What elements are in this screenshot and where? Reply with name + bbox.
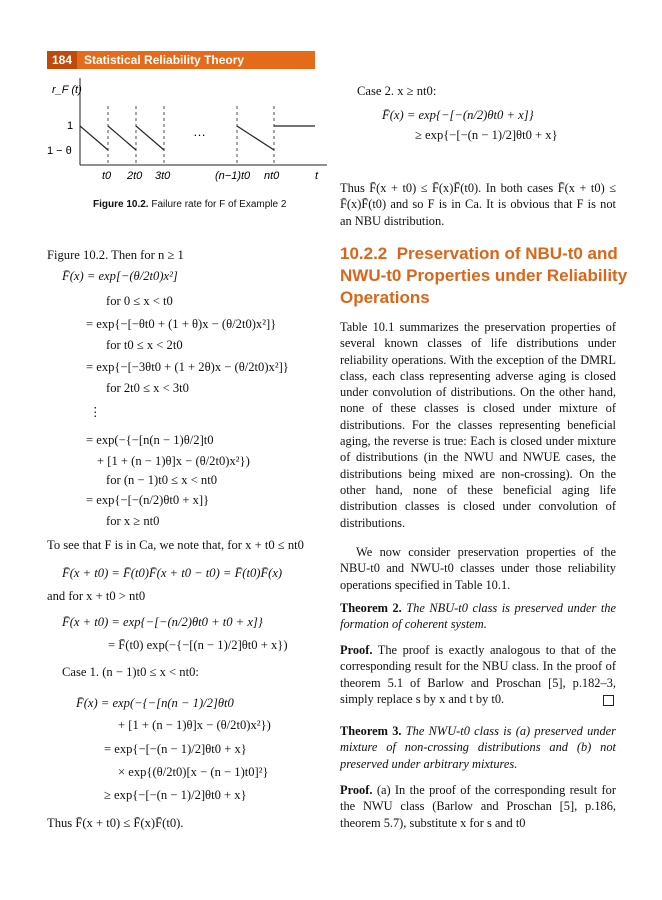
dashed-guides [108, 106, 274, 165]
eq-9: F̄(x) = exp(−{−[n(n − 1)/2]θt0 [76, 696, 234, 710]
cond-3: for 2t0 ≤ x < 3t0 [106, 381, 189, 395]
thus-line: Thus F̄(x + t0) ≤ F̄(x)F̄(t0). [47, 816, 184, 830]
vertical-ellipsis: ⋮ [89, 405, 102, 419]
case-2: Case 2. x ≥ nt0: [357, 84, 437, 98]
failure-rate-plot [47, 78, 337, 208]
theorem-3-text: The NWU-t0 class is (a) preserved under mixture of non-crossing distributions and (b) not preserved under arbitrary mixtures. [340, 724, 616, 771]
and-line: and for x + t0 > nt0 [47, 589, 146, 603]
x-tick-2t0: 2t0 [127, 170, 143, 182]
eq-2: = exp{−[−θt0 + (1 + θ)x − (θ/2t0)x²]} [86, 317, 277, 331]
cond-1: for 0 ≤ x < t0 [106, 294, 173, 308]
proof-1-text: The proof is exactly analogous to that of the corresponding result for the NBU class. In the proof of theorem 5.1 of Barlow and Proschan [5], p.182–3, simply replace s by x and t by t0. [340, 643, 617, 706]
x-tick-n-1-t0: (n−1)t0 [215, 170, 251, 182]
y-axis-label: r_F (t) [52, 84, 82, 96]
eq-11: = exp{−[−(n − 1)/2]θt0 + x} [104, 742, 247, 756]
running-title: Statistical Reliability Theory [84, 53, 245, 67]
eq-4a: = exp(−{−[n(n − 1)θ/2]t0 [86, 433, 214, 447]
theorem-2 [340, 600, 616, 633]
eq-10: + [1 + (n − 1)θ]x − (θ/2t0)x²}) [118, 718, 271, 732]
theorem-2-text: The NBU-t0 class is preserved under the formation of coherent system. [340, 601, 616, 632]
proof-2 [340, 782, 616, 831]
theorem-2-label: Theorem 2. [340, 601, 402, 615]
eq-6: F̄(x + t0) = F̄(t0)F̄(x + t0 − t0) = F̄(t0)F̄(x) [62, 566, 283, 580]
right-eq-2: ≥ exp{−[−(n − 1)/2]θt0 + x} [415, 128, 558, 142]
figure-caption [93, 199, 333, 211]
section-number: 10.2.2 [340, 244, 388, 263]
eq-7: F̄(x + t0) = exp{−[−(n/2)θt0 + t0 + x]} [62, 615, 263, 629]
page-number: 184 [47, 51, 77, 69]
section-title: Preservation of NBU-t0 and NWU-t0 Properties under Reliability Operations [340, 244, 628, 307]
paragraph-1: Table 10.1 summarizes the preservation properties of several known classes of life distributions under reliability operations. With the exception of the DMRL class, each class representing adverse aging is closed under convolution of distributions. On the other hand, none of these classes is closed under mixture of distributions. For the classes representing beneficial aging, the reverse is true: Each is closed under mixture of distributions (in the NWU and NWUE cases, the distributions being mixed are non-crossing). On the other hand, none of these beneficial aging life distribution classes is closed under convolution of distributions. [340, 320, 616, 530]
theorem-3-label: Theorem 3. [340, 724, 402, 738]
eq-1: F̄(x) = exp[−(θ/2t0)x²] [62, 269, 178, 283]
caption-label: Figure 10.2. [93, 199, 149, 210]
thus-paragraph: Thus F̄(x + t0) ≤ F̄(x)F̄(t0). In both cases F̄(x + t0) ≤ F̄(x)F̄(t0) and so F is in Ca. It is obvious that F is not an NBU distribution. [340, 181, 616, 228]
case-1: Case 1. (n − 1)t0 ≤ x < nt0: [62, 665, 199, 679]
x-tick-t: t [315, 170, 319, 182]
x-tick-3t0: 3t0 [155, 170, 171, 182]
cond-5: for x ≥ nt0 [106, 514, 160, 528]
eq-3: = exp{−[−3θt0 + (1 + 2θ)x − (θ/2t0)x²]} [86, 360, 289, 374]
eq-5: = exp{−[−(n/2)θt0 + x]} [86, 493, 210, 507]
see-line: To see that F is in Ca, we note that, for x + t0 ≤ nt0 [47, 538, 304, 552]
proof-2-text: (a) In the proof of the corresponding result for the NWU class (Barlow and Proschan [5], p.186, theorem 5.7), substitute x for s and t0 [340, 783, 616, 830]
paragraph-2: We now consider preservation properties of the NBU-t0 and NWU-t0 classes under those reliability operations specified in Table 10.1. [340, 545, 616, 592]
caption-text: Failure rate for F of Example 2 [151, 199, 287, 210]
intro-line: Figure 10.2. Then for n ≥ 1 [47, 248, 184, 262]
x-tick-nt0: nt0 [264, 170, 280, 182]
theorem-3 [340, 723, 616, 772]
y-tick-theta: 1 − θ [47, 145, 72, 157]
proof-2-label: Proof. [340, 783, 373, 797]
section-heading [340, 243, 630, 309]
qed-box [603, 692, 614, 710]
eq-4b: + [1 + (n − 1)θ]x − (θ/2t0)x²}) [97, 454, 250, 468]
y-tick-1: 1 [67, 120, 74, 132]
x-tick-t0: t0 [102, 170, 112, 182]
right-eq-1: F̄(x) = exp{−[−(n/2)θt0 + x]} [382, 108, 534, 122]
proof-1 [340, 642, 616, 707]
eq-13: ≥ exp{−[−(n − 1)/2]θt0 + x} [104, 788, 247, 802]
cond-2: for t0 ≤ x < 2t0 [106, 338, 183, 352]
ellipsis: … [193, 124, 206, 139]
eq-12: × exp{(θ/2t0)[x − (n − 1)t0]²} [118, 765, 269, 779]
failure-rate-figure [47, 78, 337, 208]
eq-8: = F̄(t0) exp(−{−[(n − 1)/2]θt0 + x}) [108, 638, 288, 652]
proof-1-label: Proof. [340, 643, 373, 657]
cond-4: for (n − 1)t0 ≤ x < nt0 [106, 473, 218, 487]
